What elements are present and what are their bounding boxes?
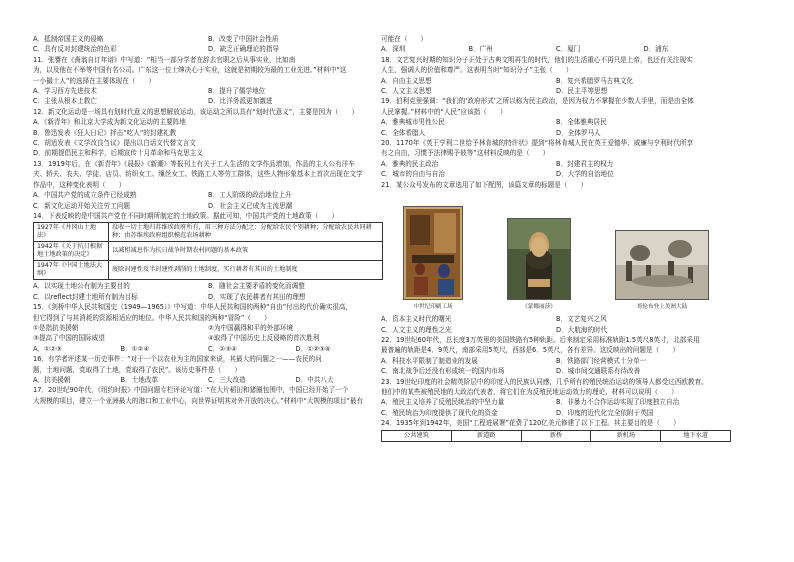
question-text: C．胡适发表《文学改良刍议》提出以白话文代替文言文 <box>33 139 196 148</box>
question-text: 23．19世纪印度的社会精英阶层中的印度人的民族认同感，几乎所有的殖民统治运动的领导人都受过西欧教育。 <box>381 377 708 386</box>
answer-option: C．人文主义思想 <box>381 87 432 96</box>
answer-options <box>33 323 383 333</box>
answer-options <box>381 366 731 376</box>
table-row <box>34 261 383 280</box>
question-text: 24．1935年到1942年，美国“工程进展署”花费了120亿美元修建了以下工程。其主要目的是（ ） <box>381 419 680 428</box>
table-cell: 新道路 <box>451 430 521 441</box>
question-text: 大规模的项目，建立一个亚洲最大的港口和工业中心，向世界证明其对外开放的决心。”材料中“大规模的项目”最有 <box>33 396 364 405</box>
answer-options <box>33 96 383 106</box>
question-text: A．《新青年》和北京大学成为新文化运动的主要阵地 <box>33 118 186 127</box>
answer-option: D．比洋务派更加激进 <box>208 97 273 106</box>
table-cell: 新机场 <box>591 430 661 441</box>
image-caption: 哥伦布登上美洲大陆 <box>636 303 688 310</box>
question-text: 20．1170年《英王亨利二世给予林肯城的特许状》提到“将林肯城人民在英王爱德华、威廉与亨利时代所享 <box>381 139 694 148</box>
table-cell-content: 以减租减息作为抗日战争时期农村问题的基本政策 <box>109 242 383 261</box>
question-text: 为，以及他在不举等中国有名公司。广东这一位士绅决心于实业，这就是初期较为最的工业先进。”材料中“这 <box>33 66 347 75</box>
projects-table <box>381 430 731 442</box>
image-figure <box>507 218 571 312</box>
question-text: 人民掌握。”材料中的“人民”应该指（ ） <box>381 107 507 116</box>
columbus-landing-image <box>615 230 709 300</box>
answer-option: A．雅典的民主政治 <box>381 159 439 168</box>
right-column <box>381 34 731 443</box>
image-caption: 中世纪印刷工场 <box>413 303 453 310</box>
answer-options <box>33 190 383 200</box>
answer-option: B．改变了中国社会性质 <box>208 35 279 43</box>
answer-options <box>381 86 731 96</box>
question-text: 12．新文化运动是一场具有划时代意义的思想解放运动，该运动之所以具有“划时代意义”，主要是因为（ ） <box>33 107 359 116</box>
answer-option: C．以reflect封建土地所有制为目标 <box>33 292 138 301</box>
answer-option: ③提高了中国的国际威望 <box>33 334 105 343</box>
answer-option: B．封建君主的权力 <box>556 159 614 168</box>
answer-option: A．殖民主义培养了反殖民统治的中坚力量 <box>381 398 505 407</box>
table-cell-law: 1947年《中国土地法大纲》 <box>34 261 109 280</box>
question-text: 14．下表反映的是中国共产党在不同时期所制定的土地政策。据此可知，中国共产党的土地政策（ ） <box>33 211 339 220</box>
table-cell: 地下水道 <box>661 430 731 441</box>
answer-option: A．深圳 <box>381 45 406 54</box>
answer-option: A．中国共产党的成立条件已经成熟 <box>33 191 137 200</box>
answer-option: D．城市间交通联系有待改善 <box>556 367 641 376</box>
question-text: 但它得到了与其消耗的资源相适应的地位。中华人民共和国的两种“冒险”（ ） <box>33 313 271 322</box>
question-text: 可能在（ ） <box>381 35 428 43</box>
answer-option: D．社会主义已成为主流思潮 <box>208 201 293 210</box>
answer-option: D．缺乏正确理论的指导 <box>208 45 280 54</box>
question-text: 21．某公众号发布的文章选用了如下配图，该篇文章的标题是（ ） <box>381 180 588 189</box>
answer-options <box>33 201 383 211</box>
answer-options <box>381 314 731 324</box>
answer-option: B．工人阶级的政治地位上升 <box>208 191 292 200</box>
question-text: 11．张謇在《嗇翁自订年谱》中写道：“相当一部分学者在辞去官职之后从事实业，比如南 <box>33 55 296 64</box>
answer-option: A．科技水平限制了制造业的发展 <box>381 356 478 365</box>
answer-option: B．随社会主要矛盾的变化而调整 <box>208 282 305 291</box>
answer-option: B．广州 <box>468 45 493 54</box>
question-text: 最普遍的轨距是4．9英尺，南部采用5英尺，西部是6．5英尺，各有差异。这反映出的问题是（ ） <box>381 346 679 355</box>
question-text: B．鲁迅发表《狂人日记》抨击“吃人”的封建礼教 <box>33 128 177 137</box>
question-text: 13．1919年后，在《新青年》《晨报》《新潮》等报刊上有关于工人生活的文学作品增加，作品的主人公有洋车 <box>33 159 355 168</box>
answer-option: D．印度的近代化完全依附于英国 <box>556 408 654 417</box>
answer-option: ①是指抗美援朝 <box>33 323 79 332</box>
answer-options <box>381 44 731 54</box>
image-row <box>381 192 731 312</box>
answer-option: A．抵制帝国主义的侵略 <box>33 35 104 43</box>
answer-option: A．①②③ <box>33 344 62 353</box>
answer-options <box>381 397 731 407</box>
answer-options <box>381 117 731 127</box>
answer-options <box>381 128 731 138</box>
answer-option: B．全体雅典居民 <box>556 118 607 127</box>
answer-options <box>33 292 383 302</box>
answer-option: C．②③④ <box>208 344 237 353</box>
answer-options <box>33 281 383 291</box>
answer-options <box>381 356 731 366</box>
image-figure <box>403 206 463 312</box>
table-cell-content: 没收一切土地归苏维埃政府所有，用三种方法分配之：分配给农民个别耕种；分配给农民共同耕种；由苏维埃政府组织模范农场耕种 <box>109 223 383 242</box>
table-cell-law: 1927年《井冈山土地法》 <box>34 223 109 242</box>
answer-option: B．提升了儒学地位 <box>208 87 266 96</box>
answer-option: A．以实现土地公有制为主要目的 <box>33 282 130 291</box>
question-text: 一小撮士人”的选择在主要体现在（ ） <box>33 76 156 85</box>
table-row <box>382 430 731 441</box>
answer-options <box>33 375 383 385</box>
answer-option: A．自由主义思想 <box>381 76 432 85</box>
question-text: 22．19世纪60年代，总长度3万英里的美国铁路有5种轨距。后来制定采用标准轨距1.5英尺8英寸，北部采用 <box>381 335 700 344</box>
answer-option: B．复兴希腊罗马古典文化 <box>556 76 634 85</box>
answer-option: B．①②④ <box>120 344 150 353</box>
left-column <box>33 34 383 406</box>
question-text: 题，土地问题，党取得了土地，党取得了农民”。该历史事件是（ ） <box>33 365 241 374</box>
answer-option: D．浦东 <box>643 45 669 54</box>
answer-option: A．资本主义时代的曙光 <box>381 315 452 324</box>
table-cell-law: 1942年《关于抗日根据地土地政策的决定》 <box>34 242 109 261</box>
table-cell: 公共建筑 <box>382 430 452 441</box>
answer-option: D．民主平等思想 <box>556 87 608 96</box>
answer-option: C．厦门 <box>556 45 581 54</box>
question-text: D．前期提倡民主和科学，后期宣传十月革命和马克思主义 <box>33 149 203 158</box>
answer-option: C．主张从根本上救亡 <box>33 97 97 106</box>
table-row <box>34 223 383 242</box>
answer-options <box>33 333 383 343</box>
table-cell-content: 废除封建性及半封建性剥削的土地制度，实行耕者有其田的土地制度 <box>109 261 383 280</box>
answer-option: ②为中国赢得和平的外部环境 <box>208 323 294 332</box>
answer-options <box>33 34 383 44</box>
answer-option: C．全体希腊人 <box>381 128 426 137</box>
question-text: 19．伯利克里强调：“我们的‘政府形式’之所以称为民主政治，是因为权力不掌握在少数人手里，而是由全体 <box>381 97 694 106</box>
answer-option: B．土地改革 <box>120 375 158 384</box>
image-caption: 《蒙娜丽莎》 <box>522 303 556 310</box>
table-cell: 新桥 <box>521 430 591 441</box>
image-figure <box>615 230 709 312</box>
answer-option: C．城市的自由与自治 <box>381 170 445 179</box>
answer-options <box>381 76 731 86</box>
question-text: 夫、轿夫、农夫、学徒、店员、纺织女工、缫丝女工、铁路工人等劳工群体，这些人物形象基本上首次出现在文学 <box>33 170 363 179</box>
question-text: 17．20世纪90年代，《纽约时报》中国问题专栏评论写道：“在大片稻田和猪圈包围中，中国已经开始了一个 <box>33 386 349 395</box>
answer-option: D．大航海的时代 <box>556 325 608 334</box>
question-text: 18．文艺复兴时期的知识分子正处于古典文明再生的时代，他们的生活重心不再只是上帝，也还有关注现实 <box>381 55 693 64</box>
answer-option: B．铁路部门经营模式十分单一 <box>556 356 647 365</box>
question-text: 16．有学者评述某一历史事件：“对于一个以农业为主的国家来说，其最大的问题之一——农民的问 <box>33 355 322 364</box>
question-text: 他们中的某些被殖民地的大政治代表者，将它们在为反殖民地运动效力的理论，材料可以说明（ ） <box>381 387 678 396</box>
answer-option: C．南北战争后还没有形成统一的国内市场 <box>381 367 505 376</box>
answer-option: A．雅典城市男性公民 <box>381 118 445 127</box>
answer-option: D．中共八大 <box>295 375 334 384</box>
answer-options <box>381 325 731 335</box>
answer-option: B．非暴力不合作运动实现了印度独立自治 <box>556 398 680 407</box>
answer-option: C．人文主义的理性之光 <box>381 325 452 334</box>
answer-option: C．具有反对封建统治的色彩 <box>33 45 117 54</box>
answer-option: D．实现了农民耕者有其田的理想 <box>208 292 306 301</box>
answer-option: B．文艺复兴之风 <box>556 315 607 324</box>
answer-options <box>33 44 383 54</box>
answer-option: D．全体罗马人 <box>556 128 601 137</box>
printing-workshop-image <box>403 206 463 300</box>
answer-option: A．学习西方先进技术 <box>33 87 97 96</box>
question-text: 15．《剑桥中华人民共和国史（1949—1965）》中写道：中华人民共和国的两种“自由”付出的代价确实很高， <box>33 303 353 312</box>
answer-options <box>381 408 731 418</box>
land-policy-table <box>33 222 383 280</box>
question-text: 有之自由，习惯予法律赐予彼等”这材料反映的是（ ） <box>381 149 550 158</box>
answer-options <box>381 169 731 179</box>
answer-option: C．新文化运动开始关注劳工问题 <box>33 201 130 210</box>
answer-option: A．抗美援朝 <box>33 375 71 384</box>
answer-options <box>33 86 383 96</box>
question-text: 人生，强调人的价值和尊严。这表明当时“知识分子”主张（ ） <box>381 66 573 75</box>
table-row <box>34 242 383 261</box>
answer-option: C．三大改造 <box>208 375 246 384</box>
answer-option: D．①②③④ <box>295 344 331 353</box>
answer-option: C．殖民统治为印度提供了现代化的资金 <box>381 408 498 417</box>
mona-lisa-image <box>507 218 571 300</box>
answer-option: D．大学的自治地位 <box>556 170 614 179</box>
answer-option: ④取得了中国历史上反侵略的首次胜利 <box>208 334 320 343</box>
answer-options <box>33 344 383 354</box>
answer-options <box>381 159 731 169</box>
question-text: 作品中，这种变化表明（ ） <box>33 180 126 189</box>
